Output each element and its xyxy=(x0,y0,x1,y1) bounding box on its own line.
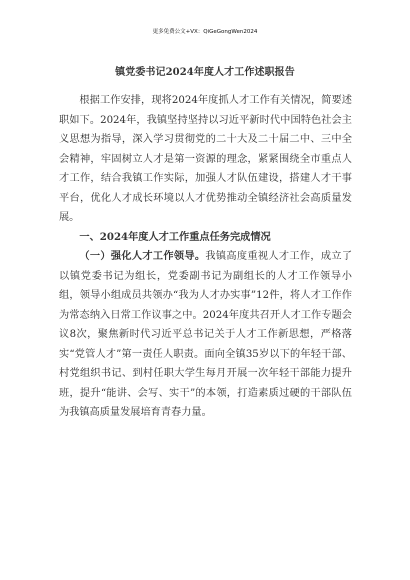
section-1-heading: 一、2024年度人才工作重点任务完成情况 xyxy=(79,230,271,243)
section-1-item-1-body: 我镇高度重视人才工作，成立了以镇党委书记为组长，党委副书记为副组长的人才工作领导小组，领导小组成员共领办“我为人才办实事”12件，将人才工作作为常态纳入日常工作议事之中。2024年度共召开人才工作专题会议8次，聚焦新时代习近平总书记关于人才工作新思想，严格落实“党管人才”第一责任人职责。面向全镇35岁以下的年轻干部、村党组织书记、到村任职大学生每月开展一次年轻干部能力提升班，提升“能讲、会写、实干”的本领，打造素质过硬的干部队伍为我镇高质量发展培育青春力量。 xyxy=(59,251,353,418)
document-title: 镇党委书记2024年度人才工作述职报告 xyxy=(115,67,295,78)
section-1-item-1-title: （一）强化人才工作领导。 xyxy=(79,250,206,262)
document-body xyxy=(59,91,352,423)
section-1-item-1-paragraph xyxy=(59,247,352,423)
intro-paragraph: 根据工作安排，现将2024年度抓人才工作有关情况，简要述职如下。2024年，我镇坚持坚持以习近平新时代中国特色社会主义思想为指导，深入学习贯彻党的二十大及二十届二中、三中全会精神，牢固树立人才是第一资源的理念，紧紧围绕全市重点人才工作，结合我镇工作实际，加强人才队伍建设，搭建人才干事平台，优化人才成长环境以人才优势推动全镇经济社会高质量发展。 xyxy=(59,95,352,223)
header-note: 更多免费公文+VX：QiGeGongWen2024 xyxy=(152,29,258,35)
